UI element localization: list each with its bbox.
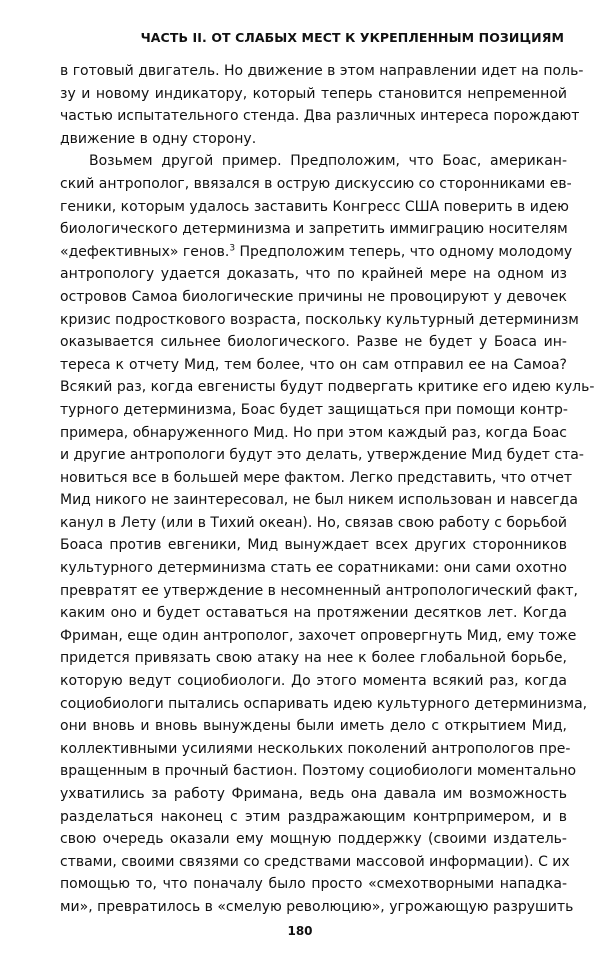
text-line-with-footnote bbox=[60, 241, 573, 264]
text-line: Боаса против евгеники, Мид вынуждает всех других сторонников bbox=[60, 537, 567, 554]
paragraph-2 bbox=[60, 150, 595, 918]
text-line: свою очередь оказали ему мощную поддержку (своими издатель- bbox=[60, 831, 567, 848]
text-line: превратят ее утверждение в несомненный антропологический факт, bbox=[60, 582, 578, 599]
text-line: социобиологи пытались оспаривать идею культурного детерминизма, bbox=[60, 695, 588, 712]
text-line: частью испытательного стенда. Два различных интереса порождают bbox=[60, 108, 580, 125]
text-line: Мид никого не заинтересовал, не был никем использован и навсегда bbox=[60, 492, 578, 509]
text-line: Фриман, еще один антрополог, захочет опровергнуть Мид, ему тоже bbox=[60, 627, 577, 644]
text-line: тереса к отчету Мид, тем более, что он сам отправил ее на Самоа? bbox=[60, 356, 567, 373]
text-line: вращенным в прочный бастион. Поэтому социобиологи моментально bbox=[60, 763, 577, 780]
text-line: в готовый двигатель. Но движение в этом направлении идет на поль- bbox=[60, 63, 584, 79]
text-line: помощью то, что поначалу было просто «смехотворными нападка- bbox=[60, 876, 567, 893]
text-line: антропологу удается доказать, что по крайней мере на одном из bbox=[60, 266, 567, 283]
text-line: геники, которым удалось заставить Конгресс США поверить в идею bbox=[60, 198, 569, 215]
text-line: разделаться наконец с этим раздражающим контрпримером, и в bbox=[60, 808, 567, 825]
text-line: зу и новому индикатору, который теперь становится непременной bbox=[60, 85, 567, 102]
text-line: оказывается сильнее биологического. Разве не будет у Боаса ин- bbox=[60, 334, 567, 351]
text-line: кризис подросткового возраста, поскольку культурный детерминизм bbox=[60, 311, 579, 328]
text-line: ствами, своими связями со средствами массовой информации). С их bbox=[60, 853, 570, 870]
text-line: культурного детерминизма стать ее соратниками: они сами охотно bbox=[60, 560, 567, 577]
text-fragment: «дефективных» генов. bbox=[60, 243, 230, 260]
text-line: ми», превратилось в «смелую революцию», угрожающую разрушить bbox=[60, 898, 574, 915]
text-line: они вновь и вновь вынуждены были иметь дело с открытием Мид, bbox=[60, 718, 567, 735]
text-line: новиться все в большей мере фактом. Легко представить, что отчет bbox=[60, 469, 573, 486]
text-line: которую ведут социобиологи. До этого момента всякий раз, когда bbox=[60, 673, 567, 690]
paragraph-1 bbox=[60, 60, 584, 150]
text-line: каким оно и будет оставаться на протяжении десятков лет. Когда bbox=[60, 605, 567, 622]
text-line: Всякий раз, когда евгенисты будут подвергать критике его идею куль- bbox=[60, 379, 595, 396]
text-line: Возьмем другой пример. Предположим, что Боас, американ- bbox=[89, 153, 567, 170]
text-line: биологического детерминизма и запретить иммиграцию носителям bbox=[60, 221, 568, 238]
text-line: островов Самоа биологические причины не провоцируют у девочек bbox=[60, 288, 567, 305]
text-line: коллективными усилиями нескольких поколений антропологов пре- bbox=[60, 740, 571, 757]
text-line: канул в Лету (или в Тихий океан). Но, связав свою работу с борьбой bbox=[60, 514, 567, 531]
running-header: ЧАСТЬ II. ОТ СЛАБЫХ МЕСТ К УКРЕПЛЕННЫМ ПОЗИЦИЯМ bbox=[140, 30, 564, 45]
text-line: и другие антропологи будут это делать, утверждение Мид будет ста- bbox=[60, 447, 584, 464]
text-line: движение в одну сторону. bbox=[60, 130, 257, 147]
text-line: ухватились за работу Фримана, ведь она давала им возможность bbox=[60, 786, 567, 802]
text-line: турного детерминизма, Боас будет защищаться при помощи контр- bbox=[60, 401, 568, 418]
text-line: примера, обнаруженного Мид. Но при этом каждый раз, когда Боас bbox=[60, 424, 567, 441]
text-fragment: Предположим теперь, что одному молодому bbox=[235, 243, 573, 260]
page-number: 180 bbox=[287, 924, 313, 938]
text-line: ский антрополог, ввязался в острую дискуссию со сторонниками ев- bbox=[60, 175, 572, 192]
footnote-reference[interactable]: 3 bbox=[229, 243, 236, 254]
body-text bbox=[60, 60, 595, 919]
text-line: придется привязать свою атаку на нее к более глобальной борьбе, bbox=[60, 650, 567, 667]
